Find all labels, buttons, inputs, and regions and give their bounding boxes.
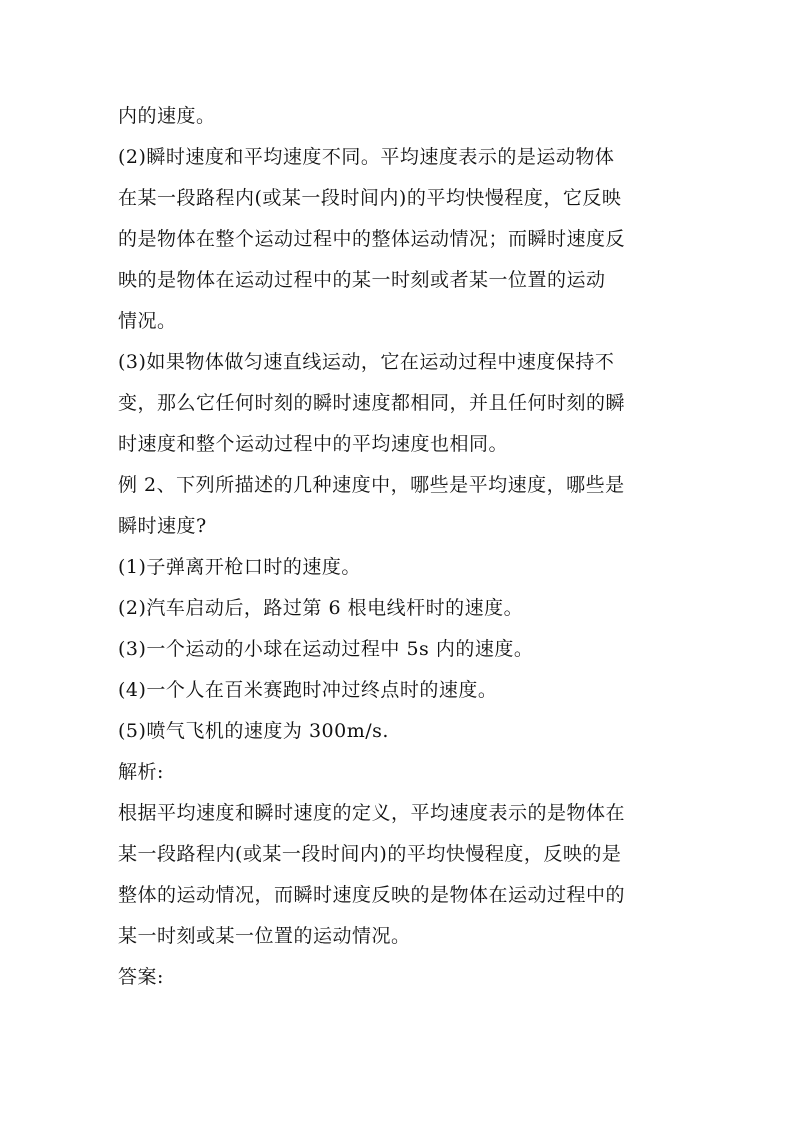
- text-line: (3)如果物体做匀速直线运动，它在运动过程中速度保持不: [118, 351, 615, 373]
- analysis-heading: 解析:: [118, 761, 164, 783]
- list-item: (1)子弹离开枪口时的速度。: [118, 556, 361, 578]
- list-item: (5)喷气飞机的速度为 300m/s.: [118, 720, 389, 742]
- list-item: (4)一个人在百米赛跑时冲过终点时的速度。: [118, 679, 498, 701]
- list-item: (2)汽车启动后，路过第 6 根电线杆时的速度。: [118, 597, 524, 619]
- text-line: 某一段路程内(或某一段时间内)的平均快慢程度，反映的是: [118, 843, 622, 865]
- text-line: 的是物体在整个运动过程中的整体运动情况；而瞬时速度反: [118, 228, 626, 250]
- text-line: 映的是物体在运动过程中的某一时刻或者某一位置的运动: [118, 269, 606, 291]
- text-line: 根据平均速度和瞬时速度的定义，平均速度表示的是物体在: [118, 802, 626, 824]
- list-item: (3)一个运动的小球在运动过程中 5s 内的速度。: [118, 638, 534, 660]
- text-line: 在某一段路程内(或某一段时间内)的平均快慢程度，它反映: [118, 187, 622, 209]
- answer-heading: 答案:: [118, 966, 164, 988]
- document-body: [118, 100, 678, 1002]
- text-line: 时速度和整个运动过程中的平均速度也相同。: [118, 433, 509, 455]
- example-heading: 例 2、下列所描述的几种速度中，哪些是平均速度，哪些是: [118, 474, 625, 496]
- text-line: 情况。: [118, 310, 177, 332]
- text-line: 变，那么它任何时刻的瞬时速度都相同，并且任何时刻的瞬: [118, 392, 626, 414]
- text-line: 某一时刻或某一位置的运动情况。: [118, 925, 411, 947]
- text-line: (2)瞬时速度和平均速度不同。平均速度表示的是运动物体: [118, 146, 615, 168]
- text-line: 整体的运动情况，而瞬时速度反映的是物体在运动过程中的: [118, 884, 626, 906]
- text-line: 瞬时速度?: [118, 515, 207, 537]
- text-line: 内的速度。: [118, 105, 216, 127]
